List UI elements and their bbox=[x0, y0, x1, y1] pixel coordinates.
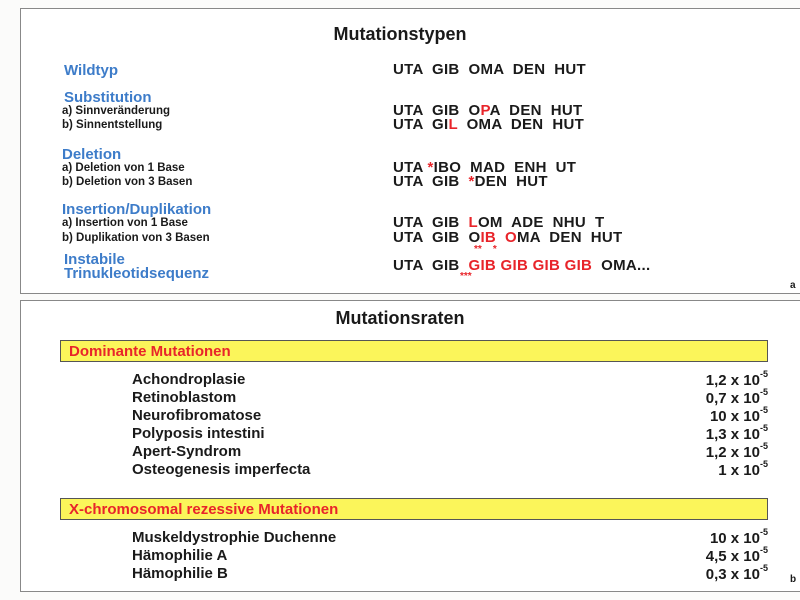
rate-value: 10 x $10^{-5}$ bbox=[709, 405, 768, 425]
sequence-segment: UTA bbox=[393, 159, 428, 176]
sequence-segment: UTA GI bbox=[393, 116, 449, 133]
rate-name: Polyposis intestini bbox=[132, 425, 265, 442]
rate-exponent: -5 bbox=[759, 545, 768, 555]
rate-value: 4,5 x $10^{-5}$ bbox=[705, 545, 768, 565]
sequence-segment: UTA GIB O bbox=[393, 102, 481, 119]
rate-exponent: -5 bbox=[759, 369, 768, 379]
types-title: Mutationstypen bbox=[333, 24, 467, 44]
rate-name: Hämophilie A bbox=[132, 547, 228, 564]
heading-instabile-1: Instabile bbox=[64, 251, 125, 268]
sequence-segment: A DEN HUT bbox=[489, 102, 583, 119]
panel-label-b: b bbox=[790, 574, 797, 585]
sequence-segment: OMA DEN HUT bbox=[457, 116, 585, 133]
rate-exponent: -5 bbox=[759, 423, 768, 433]
sequence-segment: DEN HUT bbox=[474, 173, 548, 190]
label-ins-b: b) Duplikation von 3 Basen bbox=[62, 232, 210, 244]
mutated-segment: GIB GIB GIB GIB bbox=[468, 257, 593, 274]
rate-name: Neurofibromatose bbox=[132, 407, 262, 424]
label-del-b: b) Deletion von 3 Basen bbox=[62, 176, 193, 188]
rate-value: 10 x $10^{-5}$ bbox=[709, 527, 768, 547]
rate-exponent: -5 bbox=[759, 563, 768, 573]
sequence-segment: UTA GIB bbox=[393, 257, 469, 274]
sequence-segment: UTA GIB bbox=[393, 173, 469, 190]
xlinked-header-bar bbox=[60, 498, 768, 520]
mutation-types-panel bbox=[20, 8, 800, 294]
sequence-segment: IBO MAD ENH UT bbox=[433, 159, 577, 176]
sequence-segment bbox=[496, 229, 505, 246]
stars-ins-b: ** * bbox=[474, 244, 497, 255]
rate-exponent: -5 bbox=[759, 387, 768, 397]
rate-name: Osteogenesis imperfecta bbox=[132, 461, 311, 478]
xlinked-header: X-chromosomal rezessive Mutationen bbox=[69, 501, 339, 518]
mutated-segment: * bbox=[427, 159, 434, 176]
heading-wildtyp: Wildtyp bbox=[64, 62, 119, 79]
rate-name: Hämophilie B bbox=[132, 565, 228, 582]
mutated-segment: L bbox=[448, 116, 458, 133]
rate-exponent: -5 bbox=[759, 405, 768, 415]
seq-del-b bbox=[393, 173, 548, 190]
panel-label-a: a bbox=[790, 280, 796, 291]
rate-name: Muskeldystrophie Duchenne bbox=[132, 529, 337, 546]
mutated-segment: L bbox=[468, 214, 478, 231]
seq-instabile bbox=[393, 257, 650, 274]
rate-value: 0,7 x $10^{-5}$ bbox=[705, 387, 768, 407]
label-sub-b: b) Sinnentstellung bbox=[62, 119, 163, 131]
rate-exponent: -5 bbox=[759, 441, 768, 451]
sequence-segment: UTA GIB O bbox=[393, 229, 481, 246]
stars-instabile: *** bbox=[460, 271, 472, 282]
sequence-segment: UTA GIB OMA DEN HUT bbox=[393, 61, 587, 78]
sequence-segment: UTA GIB bbox=[393, 214, 469, 231]
seq-wildtyp bbox=[393, 61, 586, 78]
dominant-header-bar bbox=[60, 340, 768, 362]
rate-value: 0,3 x $10^{-5}$ bbox=[705, 563, 768, 583]
label-sub-a: a) Sinnveränderung bbox=[62, 105, 170, 117]
heading-insertion: Insertion/Duplikation bbox=[62, 201, 212, 218]
sequence-segment: MA DEN HUT bbox=[516, 229, 623, 246]
dominant-header: Dominante Mutationen bbox=[69, 343, 231, 360]
mutated-segment: O bbox=[505, 229, 517, 246]
rate-exponent: -5 bbox=[759, 459, 768, 469]
mutated-segment: P bbox=[480, 102, 490, 119]
sequence-segment: OM ADE NHU T bbox=[477, 214, 605, 231]
rate-value: 1,3 x $10^{-5}$ bbox=[705, 423, 768, 443]
mutated-segment: * bbox=[468, 173, 475, 190]
heading-deletion: Deletion bbox=[62, 146, 122, 163]
rate-value: 1 x $10^{-5}$ bbox=[718, 459, 768, 479]
seq-ins-b bbox=[393, 229, 623, 246]
label-ins-a: a) Insertion von 1 Base bbox=[62, 217, 188, 229]
rate-name: Achondroplasie bbox=[132, 371, 246, 388]
rate-name: Apert-Syndrom bbox=[132, 443, 242, 460]
seq-sub-b bbox=[393, 116, 584, 133]
rate-value: 1,2 x $10^{-5}$ bbox=[705, 369, 768, 389]
mutated-segment: IB bbox=[480, 229, 497, 246]
rate-name: Retinoblastom bbox=[132, 389, 237, 406]
sequence-segment: OMA... bbox=[592, 257, 651, 274]
rate-exponent: -5 bbox=[759, 527, 768, 537]
heading-instabile-2: Trinukleotidsequenz bbox=[64, 265, 210, 282]
rates-title: Mutationsraten bbox=[335, 308, 465, 328]
rate-value: 1,2 x $10^{-5}$ bbox=[705, 441, 768, 461]
heading-substitution: Substitution bbox=[64, 89, 152, 106]
label-del-a: a) Deletion von 1 Base bbox=[62, 162, 185, 174]
